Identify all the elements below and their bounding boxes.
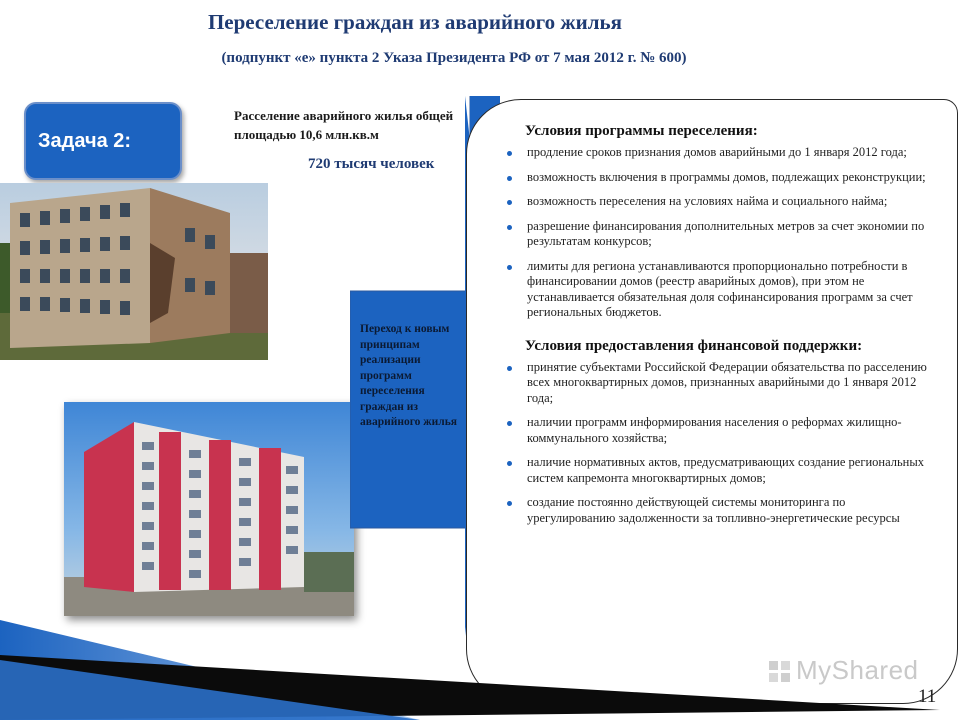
- list-item-text: разрешение финансирования дополнительных метров за счет экономии по результатам конкурсов;: [527, 218, 925, 248]
- new-building-photo: [64, 402, 354, 616]
- support-conditions-heading: Условия предоставления финансовой поддержки:: [525, 337, 863, 354]
- program-conditions-list: [507, 145, 927, 321]
- bullet-icon: [507, 421, 512, 426]
- list-item: [507, 455, 927, 486]
- list-item: [507, 360, 927, 407]
- list-item-text: возможность включения в программы домов, подлежащих реконструкции;: [527, 169, 926, 184]
- arrow-caption: Переход к новым принципам реализации программ переселения граждан из аварийного жилья: [360, 323, 458, 428]
- bullet-icon: [507, 225, 512, 230]
- bullet-icon: [507, 366, 512, 371]
- program-conditions-heading: Условия программы переселения:: [525, 123, 758, 139]
- bullet-icon: [507, 176, 512, 181]
- slide-subtitle: (подпункт «е» пункта 2 Указа Президента РФ от 7 мая 2012 г. № 600): [221, 50, 687, 66]
- list-item-text: лимиты для региона устанавливаются пропорционально потребности в финансировании домов (реестр аварийных домов), при этом не устанавливается обязательная доля софинансирования программ за счет региональных бюджетов.: [527, 258, 913, 319]
- bullet-icon: [507, 151, 512, 156]
- list-item-text: наличии программ информирования населения о реформах жилищно-коммунального хозяйства;: [527, 415, 902, 445]
- support-conditions-list: [507, 360, 927, 527]
- slide-title: Переселение граждан из аварийного жилья: [207, 10, 623, 34]
- myshared-logo-icon: [768, 660, 792, 684]
- list-item-text: принятие субъектами Российской Федерации обязательства по расселению всех многоквартирных домов, признанных аварийными до 1 января 2012 года;: [527, 359, 927, 405]
- task-label-box: [24, 102, 182, 180]
- list-item-text: возможность переселения на условиях найма и социального найма;: [527, 194, 888, 208]
- watermark-text: MyShared: [796, 655, 919, 685]
- bullet-icon: [507, 501, 512, 506]
- page-number: 11: [918, 686, 937, 707]
- task-description: Расселение аварийного жилья общей площадью 10,6 млн.кв.м: [234, 108, 454, 142]
- list-item-text: наличие нормативных актов, предусматривающих создание региональных систем капремонта многоквартирных домов;: [527, 455, 925, 485]
- bullet-icon: [507, 265, 512, 270]
- list-item: [507, 219, 927, 250]
- list-item: [507, 415, 927, 446]
- list-item: [507, 495, 927, 526]
- bullet-icon: [507, 461, 512, 466]
- task-label: Задача 2:: [38, 129, 132, 152]
- bullet-icon: [507, 200, 512, 205]
- list-item: [507, 194, 927, 210]
- list-item: [507, 170, 927, 186]
- list-item: [507, 259, 927, 321]
- old-building-photo: [0, 183, 268, 360]
- list-item: [507, 145, 927, 161]
- people-count: 720 тысяч человек: [308, 156, 435, 172]
- list-item-text: создание постоянно действующей системы мониторинга по урегулированию задолженности за топливно-энергетические ресурсы: [527, 495, 900, 525]
- list-item-text: продление сроков признания домов аварийными до 1 января 2012 года;: [527, 145, 907, 159]
